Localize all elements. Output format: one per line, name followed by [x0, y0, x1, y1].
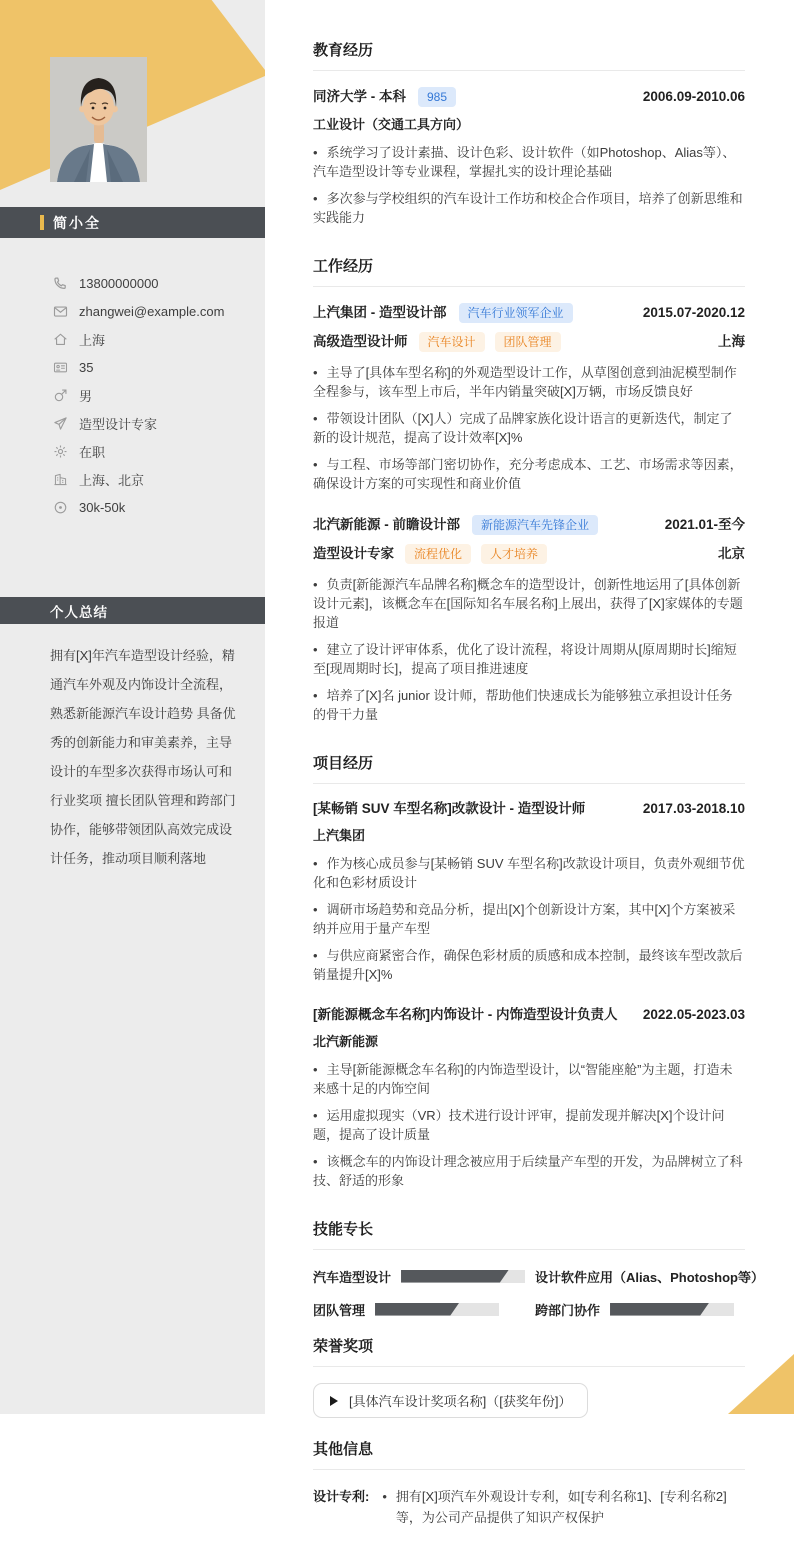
bullet-item: [313, 1106, 745, 1144]
work-entries: [313, 303, 745, 724]
skill-bar-fill: [375, 1303, 459, 1316]
project-date-range: 2017.03-2018.10: [642, 801, 745, 816]
bullet-item: [313, 575, 745, 632]
project-date-range: 2022.05-2023.03: [642, 1007, 745, 1022]
role-tag-badge: 人才培养: [481, 544, 547, 564]
bullet-item: [313, 686, 745, 724]
contact-row: [53, 409, 224, 437]
work-location: 上海: [718, 334, 745, 349]
summary-header-bar: [0, 597, 265, 624]
bullet-dot: •: [313, 191, 318, 206]
contact-value: 13800000000: [79, 275, 159, 291]
project-entries: [313, 800, 745, 1190]
gender-icon: [53, 388, 68, 403]
work-bullet-list: [313, 362, 745, 493]
work-bullet-list: [313, 574, 745, 724]
bullet-dot: •: [313, 1062, 318, 1077]
skill-label: 汽车造型设计: [313, 1269, 392, 1285]
section-skills: [313, 1221, 764, 1318]
bullet-dot: •: [313, 856, 318, 871]
school-badge: 985: [418, 87, 456, 107]
work-date-range: 2021.01-至今: [664, 517, 745, 532]
other-info-label: 设计专利:: [313, 1489, 370, 1504]
bullet-text: 与工程、市场等部门密切协作，充分考虑成本、工艺、市场需求等因素，确保设计方案的可实现性和商业价值: [313, 457, 743, 491]
bullet-item: [313, 946, 745, 984]
bullet-dot: •: [313, 902, 318, 917]
school-name: 同济大学 - 本科: [313, 89, 406, 104]
candidate-name: 简小全: [53, 214, 101, 231]
other-info-row: [313, 1486, 745, 1528]
award-item[interactable]: [313, 1383, 588, 1418]
work-entry-header: [313, 515, 745, 535]
contact-value: 男: [79, 388, 93, 404]
section-other: [313, 1442, 745, 1528]
award-text: [具体汽车设计奖项名称]（[获奖年份]）: [349, 1394, 572, 1409]
education-entries: [313, 87, 745, 227]
gear-icon: [53, 444, 68, 459]
bullet-dot: •: [313, 688, 318, 703]
skill-label: 设计软件应用（Alias、Photoshop等）: [535, 1269, 764, 1285]
bullet-item: [313, 1152, 745, 1190]
project-company: 上汽集团: [313, 828, 366, 843]
target-icon: [53, 500, 68, 515]
summary-text: 拥有[X]年汽车造型设计经验，精通汽车外观及内饰设计全流程，熟悉新能源汽车设计趋势 具备优秀的创新能力和审美素养，主导设计的车型多次获得市场认可和行业奖项 擅长团队管理和跨部门协作，能够带领团队高效完成设计任务，推动项目顺利落地: [50, 648, 236, 866]
skill-item: [313, 1268, 525, 1284]
profile-photo-illustration: [50, 57, 147, 182]
bullet-text: 主导了[具体车型名称]的外观造型设计工作，从草图创意到油泥模型制作全程参与，该车型上市后，半年内销量突破[X]万辆，市场反馈良好: [313, 365, 737, 399]
work-section-title: 工作经历: [313, 259, 745, 287]
mail-icon: [53, 304, 68, 319]
work-entry: [313, 303, 745, 493]
contact-row: [53, 269, 224, 297]
company-name: 北汽新能源 - 前瞻设计部: [313, 517, 460, 532]
contact-value: 在职: [79, 444, 106, 460]
contact-row: [53, 325, 224, 353]
section-projects: [313, 756, 745, 1190]
work-entry: [313, 515, 745, 724]
bullet-text: 作为核心成员参与[某畅销 SUV 车型名称]改款设计项目，负责外观细节优化和色彩材质设计: [313, 856, 745, 890]
sidebar: [0, 0, 265, 1414]
role-title: 高级造型设计师: [313, 334, 408, 349]
skill-item: [535, 1301, 774, 1317]
contact-value: 上海: [79, 332, 106, 348]
resume-main: [313, 42, 764, 1560]
skill-bar-track: [375, 1303, 499, 1316]
project-name: [新能源概念车名称]内饰设计 - 内饰造型设计负责人: [313, 1007, 618, 1022]
bullet-text: 该概念车的内饰设计理念被应用于后续量产车型的开发，为品牌树立了科技、舒适的形象: [313, 1154, 743, 1188]
contact-value: zhangwei@example.com: [79, 303, 225, 319]
skill-item: [313, 1301, 525, 1317]
skills-section-title: 技能专长: [313, 1222, 745, 1250]
other-section-title: 其他信息: [313, 1442, 745, 1470]
contact-row: [53, 297, 224, 325]
bullet-text: 多次参与学校组织的汽车设计工作坊和校企合作项目，培养了创新思维和实践能力: [313, 191, 743, 225]
bullet-dot: •: [313, 577, 318, 592]
education-date-range: 2006.09-2010.06: [642, 89, 745, 104]
project-entry-header: [313, 800, 745, 818]
bullet-text: 系统学习了设计素描、设计色彩、设计软件（如Photoshop、Alias等）、汽车造型设计等专业课程，掌握扎实的设计理论基础: [313, 145, 736, 179]
phone-icon: [53, 276, 68, 291]
bullet-item: [313, 409, 745, 447]
contact-value: 造型设计专家: [79, 416, 158, 432]
bullet-item: [313, 854, 745, 892]
bullet-item: [313, 455, 745, 493]
skill-label: 团队管理: [313, 1302, 366, 1318]
bullet-item: [313, 1060, 745, 1098]
skill-bar-track: [610, 1303, 734, 1316]
bullet-text: 主导[新能源概念车名称]的内饰造型设计，以“智能座舱”为主题，打造未来感十足的内饰空间: [313, 1062, 733, 1096]
role-tag-badge: 团队管理: [495, 332, 561, 352]
role-tag-list: [419, 332, 561, 352]
bullet-text: 与供应商紧密合作，确保色彩材质的质感和成本控制，最终该车型改款后销量提升[X]%: [313, 948, 743, 982]
contact-row: [53, 353, 224, 381]
work-location: 北京: [718, 546, 745, 561]
building-icon: [53, 472, 68, 487]
bullet-dot: •: [313, 1154, 318, 1169]
bullet-item: [313, 640, 745, 678]
profile-photo: [50, 57, 147, 182]
bullet-dot: •: [313, 948, 318, 963]
education-bullet-list: [313, 142, 745, 227]
bullet-text: 负责[新能源汽车品牌名称]概念车的造型设计，创新性地运用了[具体创新设计元素]，该概念车在[国际知名车展名称]上展出，获得了[X]家媒体的专题报道: [313, 577, 743, 630]
contact-list: [53, 269, 224, 521]
section-honors: [313, 1339, 745, 1418]
role-tag-badge: 汽车设计: [419, 332, 485, 352]
skill-list: [313, 1266, 764, 1318]
contact-value: 35: [79, 359, 94, 375]
bullet-item: [313, 363, 745, 401]
project-company: 北汽新能源: [313, 1034, 379, 1049]
home-icon: [53, 332, 68, 347]
other-info-text: 拥有[X]项汽车外观设计专利，如[专利名称1]、[专利名称2]等，为公司产品提供了知识产权保护: [395, 1489, 727, 1525]
contact-row: [53, 381, 224, 409]
contact-value: 30k-50k: [79, 499, 126, 515]
education-entry-header: [313, 87, 745, 107]
bullet-dot: •: [313, 642, 318, 657]
education-section-title: 教育经历: [313, 43, 745, 71]
work-role-row: [313, 544, 745, 564]
contact-value: 上海、北京: [79, 472, 145, 488]
project-bullet-list: [313, 1059, 745, 1190]
bullet-dot: •: [313, 411, 318, 426]
skill-item: [535, 1268, 774, 1284]
bullet-dot: •: [313, 365, 318, 380]
project-entry: [313, 1006, 745, 1190]
section-work: [313, 259, 745, 724]
skill-bar-track: [401, 1270, 525, 1283]
bullet-item: [313, 143, 745, 181]
project-bullet-list: [313, 853, 745, 984]
work-role-row: [313, 332, 745, 352]
role-tag-list: [405, 544, 547, 564]
education-entry: [313, 87, 745, 227]
contact-row: [53, 493, 224, 521]
skill-bar-fill: [401, 1270, 509, 1283]
company-badge: 新能源汽车先锋企业: [472, 515, 598, 535]
name-accent-bar: [40, 215, 44, 230]
bullet-item: [313, 189, 745, 227]
bullet-dot: •: [313, 1108, 318, 1123]
bullet-text: 运用虚拟现实（VR）技术进行设计评审，提前发现并解决[X]个设计问题，提高了设计质量: [313, 1108, 725, 1142]
bullet-dot: •: [313, 145, 318, 160]
skill-label: 跨部门协作: [535, 1302, 601, 1318]
work-entry-header: [313, 303, 745, 323]
section-education: [313, 43, 745, 227]
paper-plane-icon: [53, 416, 68, 431]
bullet-item: [313, 900, 745, 938]
company-badge: 汽车行业领军企业: [459, 303, 573, 323]
role-title: 造型设计专家: [313, 546, 394, 561]
play-icon: [330, 1396, 338, 1406]
honors-section-title: 荣誉奖项: [313, 1339, 745, 1367]
skill-bar-fill: [610, 1303, 709, 1316]
id-card-icon: [53, 360, 68, 375]
contact-row: [53, 465, 224, 493]
project-entry-header: [313, 1006, 745, 1024]
bullet-text: 培养了[X]名 junior 设计师，帮助他们快速成长为能够独立承担设计任务的骨干力量: [313, 688, 733, 722]
project-name: [某畅销 SUV 车型名称]改款设计 - 造型设计师: [313, 801, 586, 816]
project-entry: [313, 800, 745, 984]
work-date-range: 2015.07-2020.12: [642, 305, 745, 320]
bullet-text: 建立了设计评审体系，优化了设计流程，将设计周期从[原周期时长]缩短至[现周期时长]，提高了项目推进速度: [313, 642, 737, 676]
bullet-dot: •: [313, 457, 318, 472]
projects-section-title: 项目经历: [313, 756, 745, 784]
role-tag-badge: 流程优化: [405, 544, 471, 564]
bullet-text: 带领设计团队（[X]人）完成了品牌家族化设计语言的更新迭代，制定了新的设计规范，提高了设计效率[X]%: [313, 411, 733, 445]
bullet-text: 调研市场趋势和竞品分析，提出[X]个创新设计方案，其中[X]个方案被采纳并应用于量产车型: [313, 902, 736, 936]
contact-row: [53, 437, 224, 465]
name-bar: [0, 207, 265, 238]
company-name: 上汽集团 - 造型设计部: [313, 305, 447, 320]
summary-title: 个人总结: [50, 604, 108, 620]
major-name: 工业设计（交通工具方向）: [313, 117, 470, 132]
bullet-dot: •: [382, 1489, 387, 1504]
